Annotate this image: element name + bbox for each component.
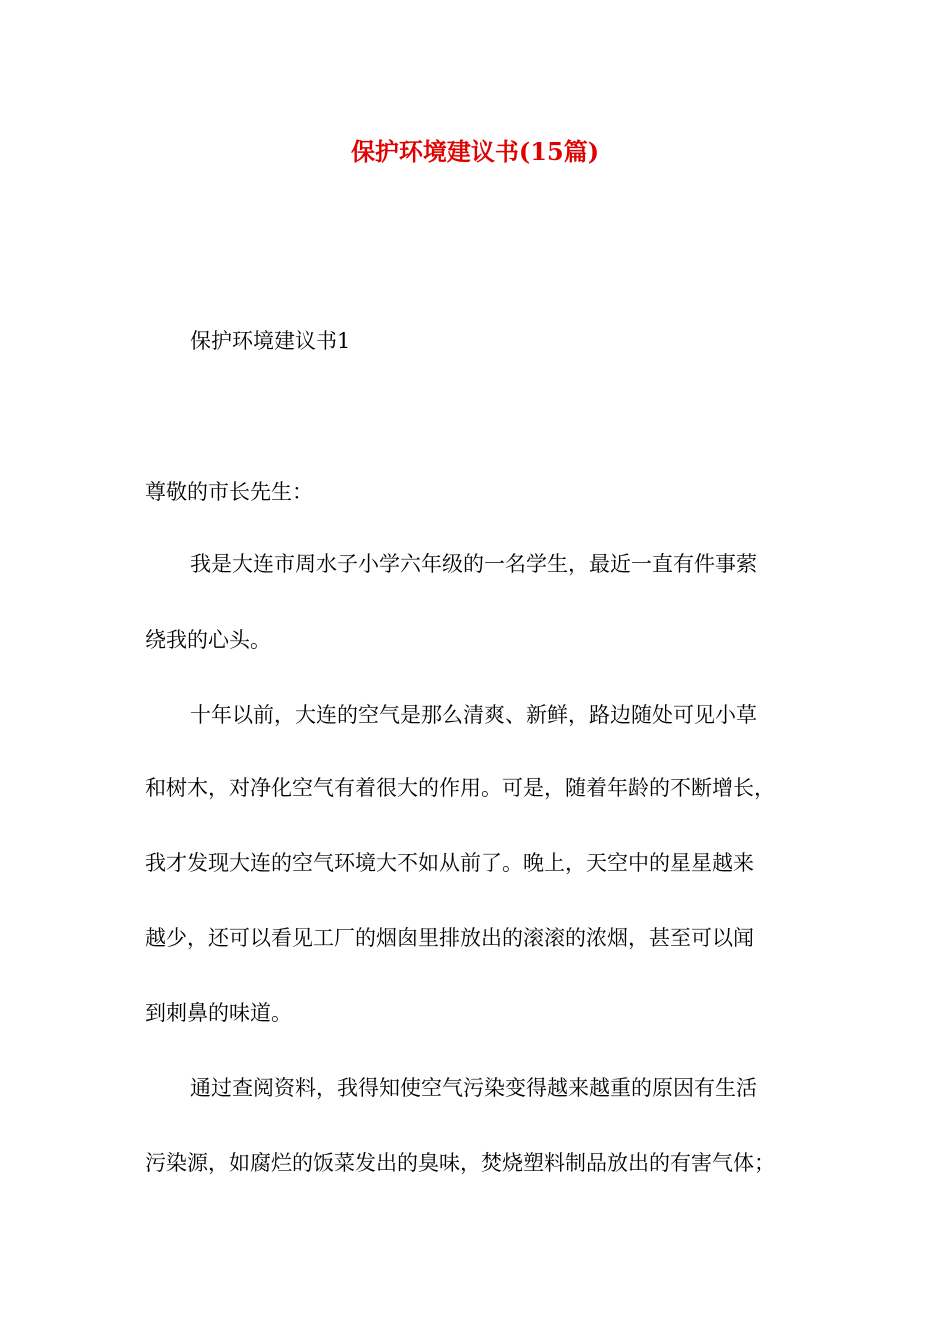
salutation: 尊敬的市长先生： bbox=[145, 480, 313, 504]
paragraph-line: 十年以前，大连的空气是那么清爽、新鲜，路边随处可见小草 bbox=[190, 703, 757, 727]
paragraph-line: 越少，还可以看见工厂的烟囱里排放出的滚滚的浓烟，甚至可以闻 bbox=[145, 926, 754, 950]
paragraph-line: 通过查阅资料，我得知使空气污染变得越来越重的原因有生活 bbox=[190, 1076, 757, 1100]
paragraph-line: 和树木，对净化空气有着很大的作用。可是，随着年龄的不断增长， bbox=[145, 776, 775, 800]
paragraph-line: 我是大连市周水子小学六年级的一名学生，最近一直有件事萦 bbox=[190, 552, 757, 576]
paragraph-line: 我才发现大连的空气环境大不如从前了。晚上，天空中的星星越来 bbox=[145, 851, 754, 875]
paragraph-line: 绕我的心头。 bbox=[145, 628, 271, 652]
paragraph-line: 到刺鼻的味道。 bbox=[145, 1001, 292, 1025]
paragraph-line: 污染源，如腐烂的饭菜发出的臭味，焚烧塑料制品放出的有害气体； bbox=[145, 1151, 775, 1175]
document-title: 保护环境建议书(15篇) bbox=[350, 137, 600, 166]
section-heading: 保护环境建议书1 bbox=[190, 329, 351, 353]
